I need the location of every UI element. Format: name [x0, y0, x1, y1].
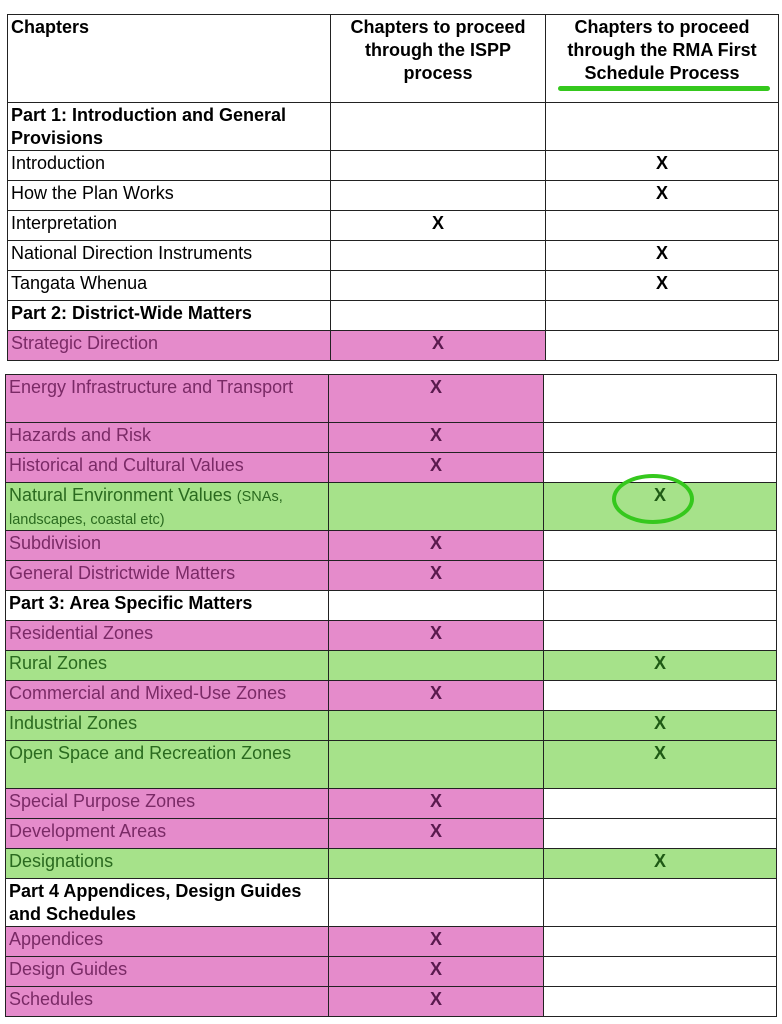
part-heading-row: [8, 301, 779, 331]
chapter-cell: [8, 331, 331, 361]
ispp-mark-cell: X: [329, 561, 544, 591]
chapter-cell: [6, 453, 329, 483]
chapter-name: Introduction: [11, 153, 106, 173]
rma-mark-cell: [544, 987, 777, 1017]
ispp-mark-cell: X: [329, 957, 544, 987]
chapter-name: Design Guides: [9, 959, 128, 979]
chapter-cell: [6, 531, 329, 561]
green-circle-annotation: [612, 474, 694, 524]
ispp-mark-cell: [329, 483, 544, 531]
rma-mark-cell: X: [544, 741, 777, 789]
chapter-cell: [6, 789, 329, 819]
rma-mark-cell: [544, 423, 777, 453]
ispp-mark-cell: X: [329, 927, 544, 957]
chapter-name: Energy Infrastructure and Transport: [9, 377, 294, 397]
chapter-name: Strategic Direction: [11, 333, 159, 353]
chapter-cell: [6, 651, 329, 681]
table-row: [6, 375, 777, 423]
table-row: [6, 789, 777, 819]
chapter-name: General Districtwide Matters: [9, 563, 236, 583]
ispp-mark-cell: X: [329, 819, 544, 849]
chapter-cell: [8, 301, 331, 331]
chapter-cell: [6, 681, 329, 711]
chapter-name: Open Space and Recreation Zones: [9, 743, 292, 763]
chapter-name: Residential Zones: [9, 623, 154, 643]
rma-mark-cell: [544, 561, 777, 591]
ispp-mark-cell: X: [331, 211, 546, 241]
table-row: [8, 181, 779, 211]
table-row: [6, 711, 777, 741]
ispp-mark-cell: [329, 651, 544, 681]
chapter-cell: [6, 375, 329, 423]
part-heading-row: [6, 591, 777, 621]
chapter-name: Development Areas: [9, 821, 167, 841]
rma-mark-cell: [544, 621, 777, 651]
rma-mark-cell: [544, 531, 777, 561]
chapter-cell: [8, 271, 331, 301]
chapter-name: Schedules: [9, 989, 94, 1009]
ispp-mark-cell: X: [329, 681, 544, 711]
table-row: [6, 819, 777, 849]
chapter-note: (SNAs, landscapes, coastal etc): [9, 489, 283, 528]
ispp-mark-cell: [331, 181, 546, 211]
ispp-mark-cell: [329, 591, 544, 621]
table-row: [6, 681, 777, 711]
chapter-cell: [6, 849, 329, 879]
rma-mark-cell: [546, 211, 779, 241]
table-row: [6, 927, 777, 957]
part-heading-row: [8, 103, 779, 151]
rma-mark-cell: X: [546, 181, 779, 211]
part-heading-row: [6, 879, 777, 927]
ispp-mark-cell: X: [331, 331, 546, 361]
chapter-cell: [6, 621, 329, 651]
table-row: [6, 741, 777, 789]
table-row: [6, 651, 777, 681]
chapter-cell: [8, 211, 331, 241]
chapter-cell: [6, 819, 329, 849]
chapter-name: Part 4 Appendices, Design Guides and Schedules: [9, 881, 302, 924]
header-ispp: Chapters to proceed through the ISPP process: [331, 15, 546, 103]
chapter-name: Rural Zones: [9, 653, 108, 673]
chapter-cell: [6, 741, 329, 789]
rma-mark-cell: [546, 331, 779, 361]
chapter-name: Commercial and Mixed-Use Zones: [9, 683, 287, 703]
chapter-name: National Direction Instruments: [11, 243, 253, 263]
ispp-mark-cell: [331, 151, 546, 181]
ispp-mark-cell: X: [329, 453, 544, 483]
table-row: [6, 423, 777, 453]
chapter-cell: [8, 103, 331, 151]
header-rma: Chapters to proceed through the RMA First Schedule Process: [546, 15, 779, 103]
rma-mark-cell: [544, 927, 777, 957]
ispp-mark-cell: X: [329, 423, 544, 453]
ispp-mark-cell: [331, 271, 546, 301]
chapter-cell: [8, 181, 331, 211]
rma-mark-cell: X: [546, 151, 779, 181]
chapter-cell: [6, 423, 329, 453]
header-chapters: Chapters: [8, 15, 331, 103]
chapters-table-bottom: [5, 374, 777, 1017]
ispp-mark-cell: [329, 741, 544, 789]
chapter-name: Hazards and Risk: [9, 425, 152, 445]
rma-mark-cell: [544, 375, 777, 423]
chapter-cell: [8, 241, 331, 271]
chapter-name: Part 2: District-Wide Matters: [11, 303, 252, 323]
ispp-mark-cell: [331, 301, 546, 331]
chapter-name: Appendices: [9, 929, 104, 949]
chapter-name: Subdivision: [9, 533, 102, 553]
chapter-name: Special Purpose Zones: [9, 791, 196, 811]
chapter-cell: [6, 711, 329, 741]
rma-mark-cell: X: [544, 849, 777, 879]
rma-mark-cell: [544, 879, 777, 927]
chapter-cell: [6, 957, 329, 987]
chapter-cell: [6, 561, 329, 591]
rma-mark-cell: [544, 681, 777, 711]
table-row: [8, 241, 779, 271]
chapter-name: Tangata Whenua: [11, 273, 148, 293]
chapter-name: Part 1: Introduction and General Provisions: [11, 105, 287, 148]
ispp-mark-cell: [331, 241, 546, 271]
table-row: [6, 561, 777, 591]
table-row: [6, 987, 777, 1017]
chapter-cell: [6, 591, 329, 621]
rma-mark-cell: X: [544, 483, 777, 531]
rma-mark-cell: X: [546, 271, 779, 301]
chapter-name: Historical and Cultural Values: [9, 455, 244, 475]
rma-mark-cell: [544, 957, 777, 987]
table-row: [6, 957, 777, 987]
ispp-mark-cell: X: [329, 621, 544, 651]
ispp-mark-cell: [329, 849, 544, 879]
ispp-mark-cell: [331, 103, 546, 151]
chapter-cell: [6, 927, 329, 957]
rma-mark-cell: X: [546, 241, 779, 271]
table-row: [6, 531, 777, 561]
ispp-mark-cell: X: [329, 789, 544, 819]
chapter-name: Part 3: Area Specific Matters: [9, 593, 253, 613]
rma-mark-cell: [546, 301, 779, 331]
chapter-name: Natural Environment Values: [9, 485, 232, 505]
rma-mark-cell: X: [544, 711, 777, 741]
table-row: [6, 621, 777, 651]
chapter-name: How the Plan Works: [11, 183, 174, 203]
rma-mark-cell: X: [544, 651, 777, 681]
green-underline-annotation: [558, 86, 770, 91]
rma-mark-cell: [544, 789, 777, 819]
table-row: [8, 151, 779, 181]
ispp-mark-cell: X: [329, 987, 544, 1017]
ispp-mark-cell: X: [329, 531, 544, 561]
chapter-cell: [8, 151, 331, 181]
chapter-cell: [6, 483, 329, 531]
chapters-table-top: [7, 14, 779, 361]
chapter-name: Designations: [9, 851, 114, 871]
chapter-cell: [6, 987, 329, 1017]
rma-mark-cell: [546, 103, 779, 151]
table-row: [6, 849, 777, 879]
chapter-cell: [6, 879, 329, 927]
table-row: [8, 271, 779, 301]
chapter-name: Industrial Zones: [9, 713, 138, 733]
rma-mark-cell: [544, 819, 777, 849]
ispp-mark-cell: [329, 711, 544, 741]
ispp-mark-cell: [329, 879, 544, 927]
table-row: [8, 211, 779, 241]
ispp-mark-cell: X: [329, 375, 544, 423]
chapter-name: Interpretation: [11, 213, 118, 233]
rma-mark-cell: [544, 591, 777, 621]
table-row: [8, 331, 779, 361]
